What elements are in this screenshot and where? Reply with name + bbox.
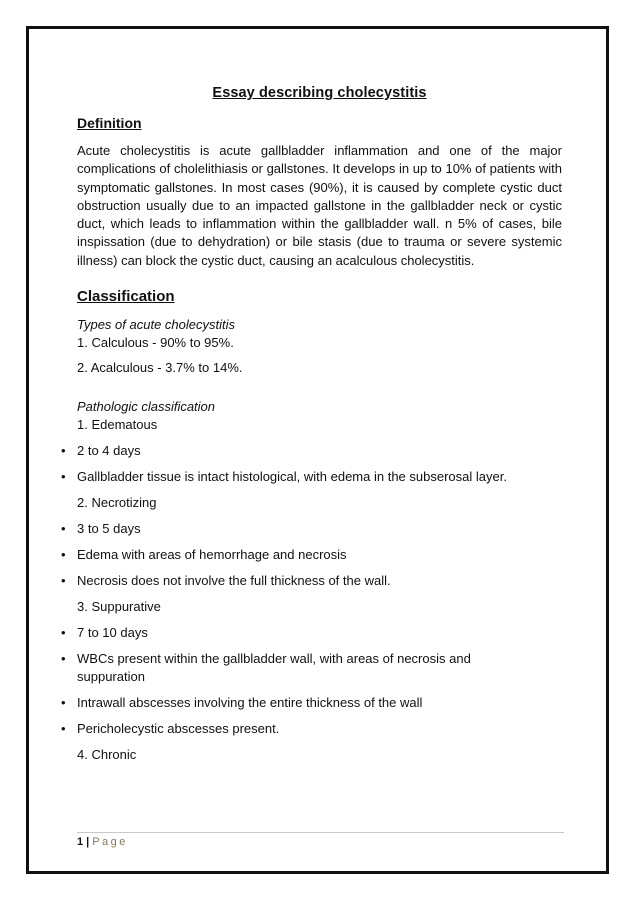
- document-body: [61, 84, 562, 764]
- page-number: 1: [77, 836, 84, 848]
- types-heading: Types of acute cholecystitis: [77, 317, 235, 333]
- bullet-icon: •: [61, 521, 66, 537]
- necrotizing-list: [61, 520, 562, 590]
- document-title: Essay describing cholecystitis: [212, 85, 427, 101]
- list-item: • WBCs present within the gallbladder wall, with areas of necrosis and suppuration: [61, 651, 471, 685]
- bullet-icon: •: [61, 721, 66, 737]
- list-item: • Pericholecystic abscesses present.: [61, 721, 280, 737]
- page-word: Page: [92, 836, 128, 848]
- stage-label-necrotizing: 2. Necrotizing: [77, 495, 157, 511]
- bullet-icon: •: [61, 469, 66, 485]
- stage-label-suppurative: 3. Suppurative: [77, 599, 161, 615]
- bullet-icon: •: [61, 651, 66, 667]
- definition-paragraph: Acute cholecystitis is acute gallbladder inflammation and one of the major complications of cholelithiasis or gallstones. It develops in up to 10% of patients with symptomatic gallstones. In most cases (90%), it is caused by complete cystic duct obstruction usually due to an impacted gallstone in the gallbladder neck or cystic duct, which leads to inflammation within the gallbladder wall. n 5% of cases, bile inspissation (due to dehydration) or bile stasis (due to trauma or severe systemic illness) can block the cystic duct, causing an acalculous cholecystitis.: [77, 143, 562, 268]
- edematous-list: [61, 442, 562, 486]
- stage-label-chronic: 4. Chronic: [77, 747, 137, 763]
- bullet-icon: •: [61, 695, 66, 711]
- type-item: 1. Calculous - 90% to 95%.: [77, 335, 234, 351]
- bullet-icon: •: [61, 625, 66, 641]
- list-item: • Edema with areas of hemorrhage and necrosis: [61, 547, 347, 563]
- type-item: 2. Acalculous - 3.7% to 14%.: [77, 360, 243, 376]
- bullet-icon: •: [61, 547, 66, 563]
- list-item: • Gallbladder tissue is intact histological, with edema in the subserosal layer.: [61, 469, 507, 485]
- footer-divider: [77, 832, 564, 833]
- definition-heading: Definition: [77, 115, 142, 131]
- classification-heading: Classification: [77, 288, 175, 306]
- bullet-icon: •: [61, 573, 66, 589]
- stage-label-edematous: 1. Edematous: [77, 417, 158, 433]
- suppurative-list: [61, 624, 562, 738]
- page-footer: [77, 835, 128, 849]
- bullet-icon: •: [61, 443, 66, 459]
- list-item: • 3 to 5 days: [61, 521, 141, 537]
- pathologic-heading: Pathologic classification: [77, 399, 216, 415]
- list-item: • 2 to 4 days: [61, 443, 141, 459]
- footer-separator: |: [86, 836, 90, 848]
- list-item: • 7 to 10 days: [61, 625, 148, 641]
- list-item: • Intrawall abscesses involving the entire thickness of the wall: [61, 695, 423, 711]
- list-item: • Necrosis does not involve the full thickness of the wall.: [61, 573, 391, 589]
